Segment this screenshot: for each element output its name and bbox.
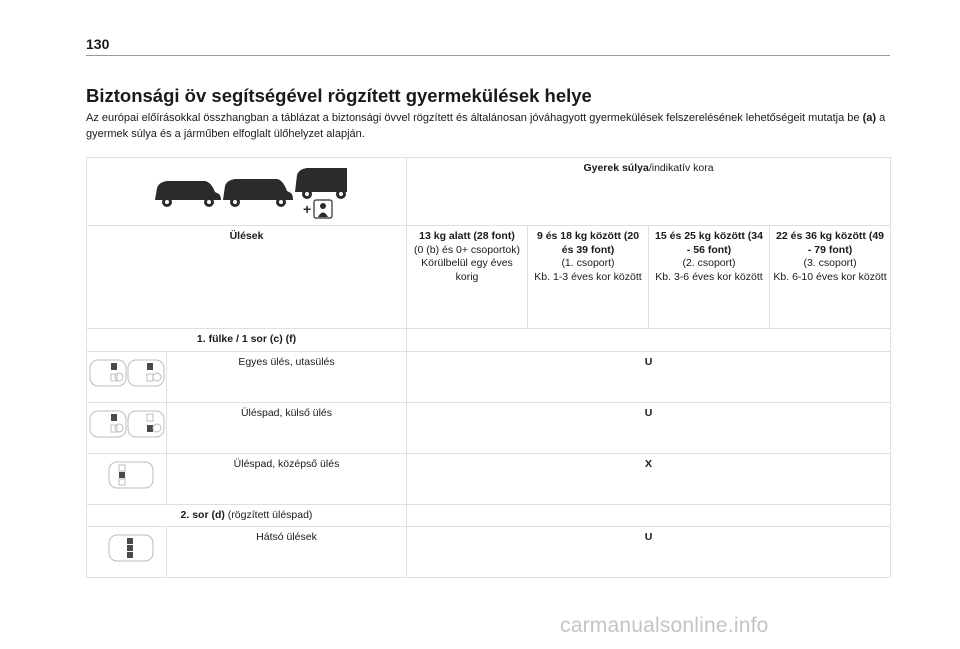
weight-group-2 bbox=[649, 226, 770, 329]
car-topview-rear-seats-icon bbox=[89, 531, 165, 565]
weight-group-3 bbox=[770, 226, 891, 329]
section-2-bold: 2. sor (d) bbox=[180, 508, 225, 521]
intro-footnote-ref: (a) bbox=[862, 112, 877, 124]
group-3: (3. csoport) bbox=[803, 257, 857, 269]
vehicle-icons-cell bbox=[87, 158, 407, 226]
watermark-text: carmanualsonline.info bbox=[560, 614, 769, 637]
weight-group-1 bbox=[528, 226, 649, 329]
seat-value-1: U bbox=[407, 351, 891, 402]
weight-header bbox=[407, 158, 891, 226]
weight-1: 9 és 18 kg között (20 és 39 font) bbox=[536, 230, 640, 256]
svg-text:+: + bbox=[302, 201, 311, 217]
seat-value-4: U bbox=[407, 527, 891, 578]
seat-label-3: Üléspad, középső ülés bbox=[167, 453, 407, 504]
weight-group-0 bbox=[407, 226, 528, 329]
header-rule bbox=[86, 55, 890, 56]
seat-value-2: U bbox=[407, 402, 891, 453]
page-number: 130 bbox=[86, 36, 110, 52]
weight-0: 13 kg alatt (28 font) bbox=[419, 230, 515, 242]
group-1: (1. csoport) bbox=[561, 257, 615, 269]
seat-value-3: X bbox=[407, 453, 891, 504]
age-2: Kb. 3-6 éves kor között bbox=[655, 270, 763, 283]
section-1-label: 1. fülke / 1 sor (c) (f) bbox=[87, 329, 407, 352]
section-1-empty bbox=[407, 329, 891, 352]
seat-diagram-1 bbox=[87, 351, 167, 402]
car-topview-outer-bench-icon bbox=[89, 407, 165, 441]
child-seat-table bbox=[86, 157, 891, 578]
group-2: (2. csoport) bbox=[682, 257, 736, 269]
group-0: (0 (b) és 0+ csoportok) bbox=[414, 243, 520, 256]
seat-label-1: Egyes ülés, utasülés bbox=[167, 351, 407, 402]
weight-header-bold: Gyerek súlya bbox=[583, 162, 649, 174]
seat-label-2: Üléspad, külső ülés bbox=[167, 402, 407, 453]
weight-2: 15 és 25 kg között (34 - 56 font) bbox=[655, 230, 763, 256]
age-3: Kb. 6-10 éves kor között bbox=[773, 270, 887, 283]
intro-text-1: Az európai előírásokkal összhangban a táblázat a biztonsági övvel rögzített és általánosan jóváhagyott gyermekülések felszerelésének lehetőségeit mutatja be bbox=[86, 112, 863, 124]
section-2-rest: (rögzített üléspad) bbox=[224, 508, 313, 521]
seats-header: Ülések bbox=[87, 226, 407, 329]
age-1: Kb. 1-3 éves kor között bbox=[534, 270, 642, 283]
weight-3: 22 és 36 kg között (49 - 79 font) bbox=[776, 230, 884, 256]
section-2-empty bbox=[407, 504, 891, 527]
intro-text-2: a gyermek súlya és a járműben elfoglalt ülőhelyzet alapján. bbox=[86, 112, 886, 140]
page-title: Biztonsági öv segítségével rögzített gyermekülések helye bbox=[86, 85, 592, 106]
car-topview-passenger-seat-icon bbox=[89, 356, 165, 390]
seat-diagram-4 bbox=[87, 527, 167, 578]
section-2-label bbox=[87, 504, 407, 527]
intro-paragraph bbox=[86, 110, 886, 142]
seat-diagram-3 bbox=[87, 453, 167, 504]
seat-diagram-2 bbox=[87, 402, 167, 453]
vehicle-variants-icon bbox=[147, 162, 347, 220]
age-0: Körülbelül egy éves korig bbox=[421, 257, 513, 283]
car-topview-middle-bench-icon bbox=[89, 458, 165, 492]
seat-label-4: Hátsó ülések bbox=[167, 527, 407, 578]
weight-header-rest: /indikatív kora bbox=[648, 162, 714, 174]
